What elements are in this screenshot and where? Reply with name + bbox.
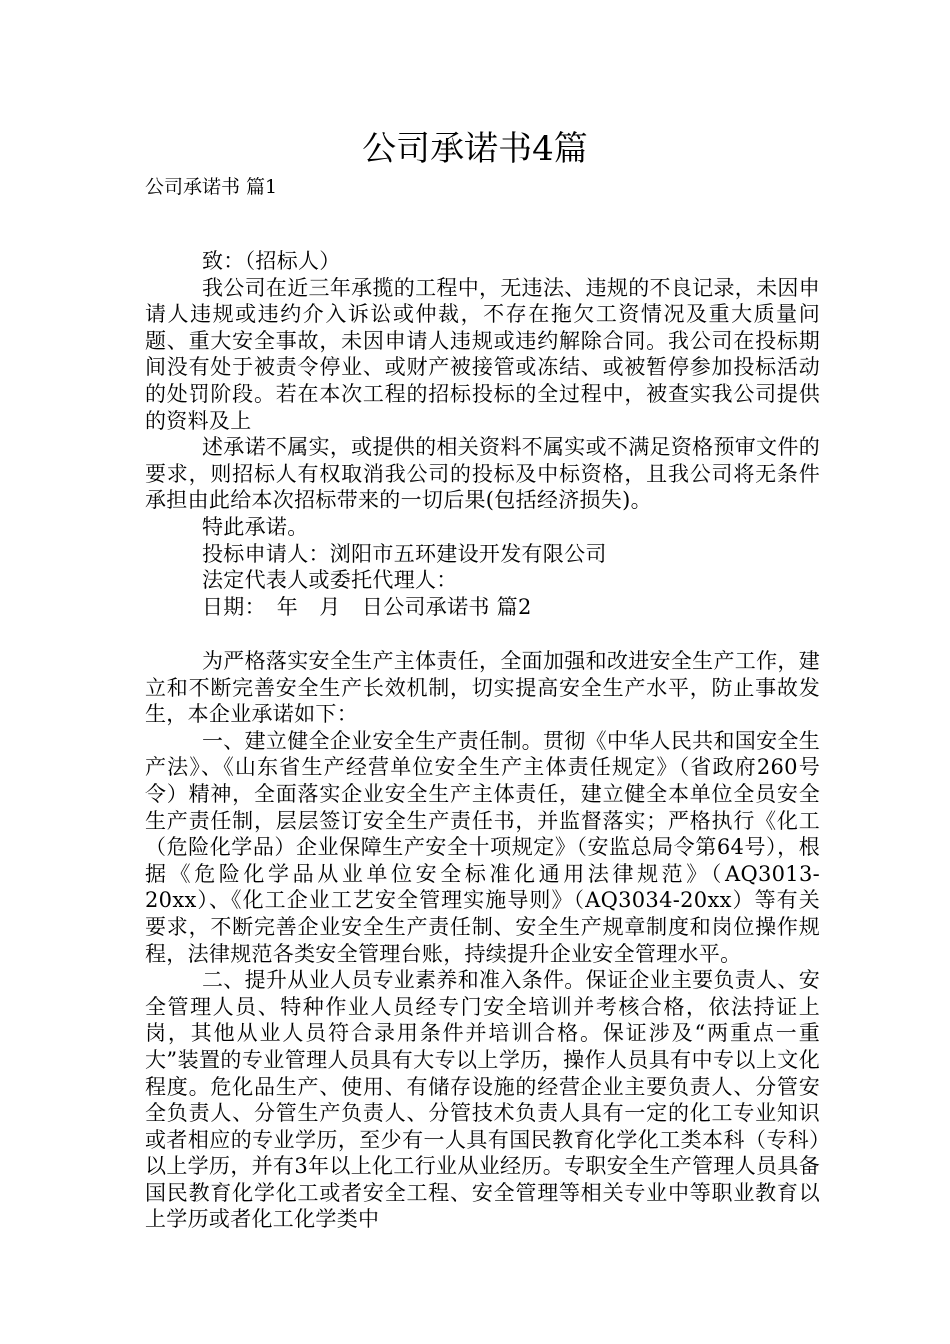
paragraph: 二、提升从业人员专业素养和准入条件。保证企业主要负责人、安全管理人员、特种作业人员经专门安全培训并考核合格，依法持证上岗，其他从业人员符合录用条件并培训合格。保证涉及“两重点一重大”装置的专业管理人员具有大专以上学历，操作人员具有中专以上文化程度。危化品生产、使用、有储存设施的经营企业主要负责人、分管安全负责人、分管生产负责人、分管技术负责人具有一定的化工专业知识或者相应的专业学历，至少有一人具有国民教育化学化工类本科（专科）以上学历，并有3年以上化工行业从业经历。专职安全生产管理人员具备国民教育化学化工或者安全工程、安全管理等相关专业中等职业教育以上学历或者化工化学类中 bbox=[145, 968, 820, 1232]
section-2-body bbox=[145, 648, 820, 1233]
paragraph: 述承诺不属实，或提供的相关资料不属实或不满足资格预审文件的要求，则招标人有权取消我公司的投标及中标资格，且我公司将无条件承担由此给本次招标带来的一切后果(包括经济损失)。 bbox=[145, 435, 820, 513]
date-line: 日期： 年 月 日公司承诺书 篇2 bbox=[202, 594, 532, 619]
representative-line: 法定代表人或委托代理人： bbox=[202, 568, 458, 593]
section-1-body bbox=[145, 248, 820, 620]
closing-statement: 特此承诺。 bbox=[202, 514, 309, 539]
applicant-line: 投标申请人：浏阳市五环建设开发有限公司 bbox=[202, 541, 607, 566]
paragraph: 一、建立健全企业安全生产责任制。贯彻《中华人民共和国安全生产法》、《山东省生产经营单位安全生产主体责任规定》（省政府260号令）精神，全面落实企业安全生产主体责任，建立健全本单位全员安全生产责任制，层层签订安全生产责任书，并监督落实；严格执行《化工（危险化学品）企业保障生产安全十项规定》（安监总局令第64号），根据《危险化学品从业单位安全标准化通用法律规范》（AQ3013-20xx）、《化工企业工艺安全管理实施导则》（AQ3034-20xx）等有关要求，不断完善企业安全生产责任制、安全生产规章制度和岗位操作规程，法律规范各类安全管理台账，持续提升企业安全管理水平。 bbox=[145, 728, 820, 966]
section-heading-1: 公司承诺书 篇1 bbox=[145, 176, 278, 198]
paragraph: 我公司在近三年承揽的工程中，无违法、违规的不良记录，未因申请人违规或违约介入诉讼或仲裁，不存在拖欠工资情况及重大质量问题、重大安全事故，未因申请人违规或违约解除合同。我公司在投标期间没有处于被责令停业、或财产被接管或冻结、或被暂停参加投标活动的处罚阶段。若在本次工程的招标投标的全过程中，被查实我公司提供的资料及上 bbox=[145, 275, 820, 433]
document-title: 公司承诺书4篇 bbox=[362, 129, 588, 169]
salutation: 致：（招标人） bbox=[202, 249, 341, 273]
paragraph: 为严格落实安全生产主体责任，全面加强和改进安全生产工作，建立和不断完善安全生产长效机制，切实提高安全生产水平，防止事故发生，本企业承诺如下： bbox=[145, 649, 820, 727]
